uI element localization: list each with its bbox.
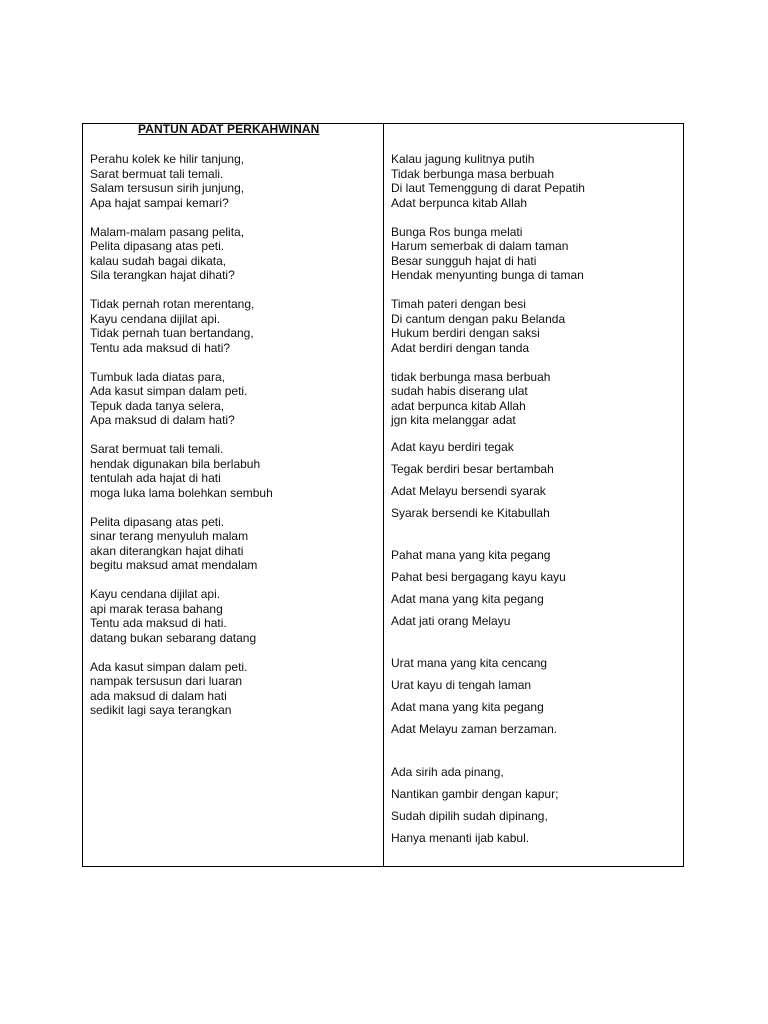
verse-line: Sarat bermuat tali temali. — [90, 442, 224, 456]
verse-line: Hanya menanti ijab kabul. — [391, 830, 530, 845]
verse-line: Tepuk dada tanya selera, — [90, 398, 225, 413]
verse-line: Sarat bermuat tali temali. — [90, 166, 224, 181]
verse-line: Adat berpunca kitab Allah — [391, 195, 528, 210]
verse-line: Adat mana yang kita pegang — [391, 591, 544, 606]
verse-line: Apa hajat sampai kemari? — [90, 195, 229, 210]
verse-line: tidak berbunga masa berbuah — [391, 369, 551, 384]
stanza — [90, 587, 273, 645]
verse-line: Syarak bersendi ke Kitabullah — [391, 505, 550, 520]
verse-line: Sila terangkan hajat dihati? — [90, 268, 235, 282]
verse-line: Kayu cendana dijilat api. — [90, 311, 221, 326]
verse-line: hendak digunakan bila berlabuh — [90, 456, 261, 471]
stanza — [391, 297, 585, 355]
verse-line: Ada sirih ada pinang, — [391, 765, 504, 779]
verse-line: sedikit lagi saya terangkan — [90, 703, 232, 717]
stanza — [90, 297, 273, 355]
verse-line: tentulah ada hajat di hati — [90, 471, 221, 485]
verse-line: datang bukan sebarang datang — [90, 630, 257, 645]
verse-line: moga luka lama bolehkan sembuh — [90, 485, 273, 500]
verse-line: Di laut Temenggung di darat Pepatih — [391, 181, 585, 195]
stanza — [90, 660, 273, 718]
verse-line: Bunga Ros bunga melati — [391, 224, 523, 239]
verse-line: Tumbuk lada diatas para, — [90, 369, 225, 384]
verse-line: Ada kasut simpan dalam peti. — [90, 384, 248, 398]
verse-line: Perahu kolek ke hilir tanjung, — [90, 152, 245, 166]
verse-line: Tentu ada maksud di hati. — [90, 616, 227, 630]
verse-line: Harum semerbak di dalam taman — [391, 239, 569, 253]
page-title: PANTUN ADAT PERKAHWINAN — [138, 122, 320, 136]
stanza — [90, 152, 273, 210]
column-divider — [383, 123, 384, 867]
verse-line: Adat kayu berdiri tegak — [391, 440, 514, 454]
verse-line: Pahat besi bergagang kayu kayu — [391, 569, 566, 584]
verse-line: akan diterangkan hajat dihati — [90, 543, 244, 558]
verse-line: Pelita dipasang atas peti. — [90, 239, 225, 253]
verse-line: nampak tersusun dari luaran — [90, 674, 243, 688]
stanza — [90, 370, 273, 428]
verse-line: Adat mana yang kita pegang — [391, 699, 544, 714]
verse-line: Timah pateri dengan besi — [391, 297, 526, 311]
left-column — [90, 152, 273, 732]
stanza — [90, 442, 273, 500]
right-column — [391, 152, 585, 442]
verse-line: Pahat mana yang kita pegang — [391, 548, 551, 562]
verse-line: Ada kasut simpan dalam peti. — [90, 659, 248, 674]
verse-line: sudah habis diserang ulat — [391, 384, 528, 398]
verse-line: Malam-malam pasang pelita, — [90, 224, 245, 239]
verse-line: sinar terang menyuluh malam — [90, 529, 249, 543]
verse-line: Di cantum dengan paku Belanda — [391, 311, 566, 326]
verse-line: Hukum berdiri dengan saksi — [391, 326, 540, 340]
verse-line: Urat kayu di tengah laman — [391, 677, 532, 692]
verse-line: Kalau jagung kulitnya putih — [391, 152, 535, 166]
verse-line: adat berpunca kitab Allah — [391, 398, 526, 413]
verse-line: Kayu cendana dijilat api. — [90, 587, 221, 601]
verse-line: Besar sungguh hajat di hati — [391, 253, 537, 268]
verse-line: Tidak pernah tuan bertandang, — [90, 326, 254, 340]
stanza — [391, 656, 557, 744]
verse-line: Apa maksud di dalam hati? — [90, 413, 235, 427]
verse-line: Tidak pernah rotan merentang, — [90, 297, 255, 311]
verse-line: Tidak berbunga masa berbuah — [391, 166, 554, 181]
verse-line: Hendak menyunting bunga di taman — [391, 268, 584, 282]
stanza — [391, 225, 585, 283]
verse-line: api marak terasa bahang — [90, 601, 223, 616]
stanza — [391, 152, 585, 210]
stanza — [391, 370, 585, 428]
verse-line: Salam tersusun sirih junjung, — [90, 181, 245, 195]
verse-line: Sudah dipilih sudah dipinang, — [391, 808, 548, 823]
stanza — [391, 440, 554, 528]
verse-line: Nantikan gambir dengan kapur; — [391, 786, 559, 801]
verse-line: jgn kita melanggar adat — [391, 413, 516, 427]
verse-line: Adat Melayu bersendi syarak — [391, 483, 546, 498]
verse-line: Adat jati orang Melayu — [391, 613, 511, 628]
stanza — [90, 225, 273, 283]
verse-line: Urat mana yang kita cencang — [391, 656, 548, 670]
stanza — [391, 548, 566, 636]
verse-line: ada maksud di dalam hati — [90, 688, 227, 703]
stanza — [90, 515, 273, 573]
verse-line: Tentu ada maksud di hati? — [90, 340, 231, 355]
verse-line: Tegak berdiri besar bertambah — [391, 461, 554, 476]
verse-line: begitu maksud amat mendalam — [90, 558, 258, 572]
verse-line: Pelita dipasang atas peti. — [90, 514, 225, 529]
verse-line: Adat berdiri dengan tanda — [391, 340, 530, 355]
verse-line: kalau sudah bagai dikata, — [90, 253, 227, 268]
verse-line: Adat Melayu zaman berzaman. — [391, 721, 558, 736]
stanza — [391, 765, 558, 853]
